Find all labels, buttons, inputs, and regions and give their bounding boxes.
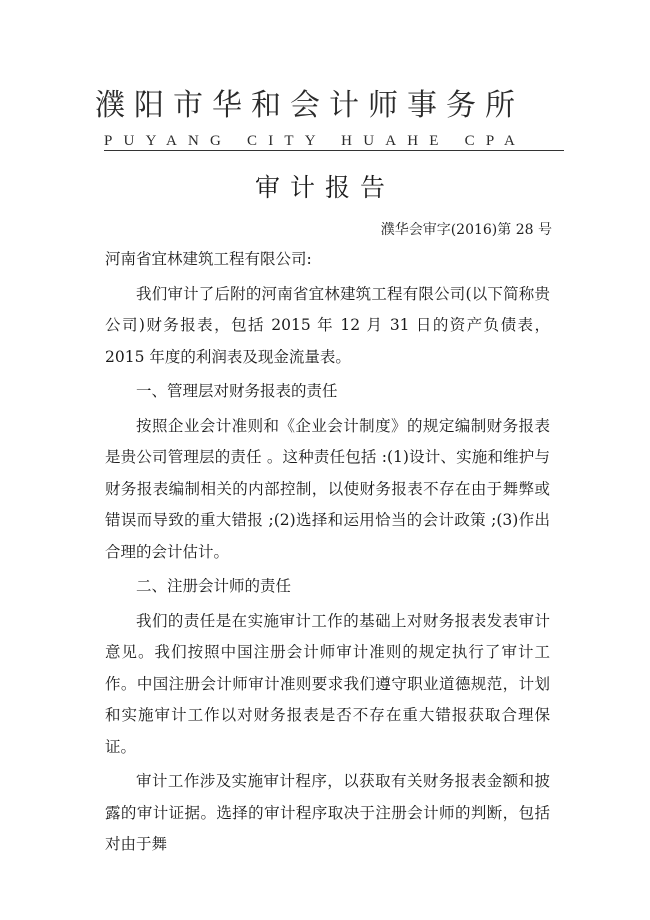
cpa-responsibility-paragraph: 我们的责任是在实施审计工作的基础上对财务报表发表审计意见。我们按照中国注册会计师审计准则的规定执行了审计工作。中国注册会计师审计准则要求我们遵守职业道德规范，计划和实施审计工作以对财务报表是否不存在重大错报获取合理保证。 <box>105 611 550 756</box>
report-body <box>105 244 550 864</box>
report-title: 审计报告 <box>254 173 395 202</box>
firm-name-chinese: 濮阳市华和会计师事务所 <box>95 88 524 123</box>
firm-name-english: PUYANG CITY HUAHE CPA <box>104 132 564 151</box>
intro-paragraph: 我们审计了后附的河南省宜林建筑工程有限公司(以下简称贵公司)财务报表，包括 2015 年 12 月 31 日的资产负债表，2015 年度的利润表及现金流量表。 <box>105 284 550 366</box>
addressee: 河南省宜林建筑工程有限公司: <box>105 250 312 268</box>
audit-procedures-paragraph: 审计工作涉及实施审计程序，以获取有关财务报表金额和披露的审计证据。选择的审计程序取决于注册会计师的判断，包括对由于舞 <box>105 772 550 853</box>
reference-number: 濮华会审字(2016)第 28 号 <box>380 222 552 238</box>
section-heading-management: 一、管理层对财务报表的责任 <box>136 382 338 400</box>
management-responsibility-paragraph: 按照企业会计准则和《企业会计制度》的规定编制财务报表是贵公司管理层的责任 。这种责任包括 :(1)设计、实施和维护与财务报表编制相关的内部控制，以使财务报表不存在由于舞弊或错误而导致的重大错报 ;(2)选择和运用恰当的会计政策 ;(3)作出合理的会计估计。 <box>105 416 550 561</box>
section-heading-cpa: 二、注册会计师的责任 <box>136 577 292 595</box>
